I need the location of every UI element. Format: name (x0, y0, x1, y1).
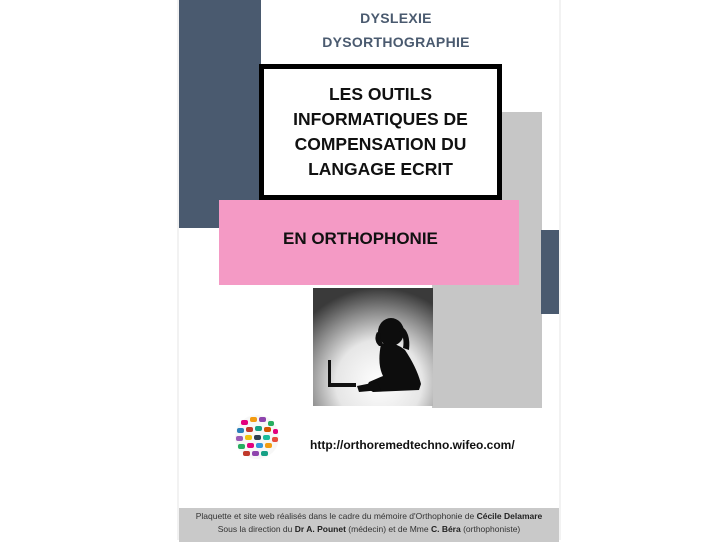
child-laptop-photo (313, 288, 433, 406)
footer-line-2 (179, 523, 559, 536)
child-with-laptop-silhouette-icon (313, 288, 433, 406)
footer-line-2-text-c: (orthophoniste) (460, 524, 521, 534)
subtitle-line-1: DYSLEXIE (360, 10, 432, 26)
navy-decor-block-right (541, 230, 559, 314)
author-name: Cécile Delamare (476, 511, 543, 521)
title-box (259, 64, 502, 200)
footer-line-2-text-a: Sous la direction du (217, 524, 295, 534)
footer-credits (179, 508, 559, 542)
main-title: LES OUTILS INFORMATIQUES DE COMPENSATION DU LANGAGE ECRIT (293, 84, 468, 179)
footer-line-2-text-b: (médecin) et de Mme (345, 524, 431, 534)
director-name-2: C. Béra (430, 524, 461, 534)
footer-line-1 (179, 510, 559, 523)
band-label: EN ORTHOPHONIE (283, 229, 438, 248)
director-name-1: Dr A. Pounet (294, 524, 346, 534)
subtitle (263, 6, 529, 54)
navy-decor-block-left (179, 0, 261, 228)
website-url[interactable]: http://orthoremedtechno.wifeo.com/ (310, 438, 515, 452)
speech-bubbles-logo-icon (233, 412, 281, 462)
subtitle-line-2: DYSORTHOGRAPHIE (322, 34, 470, 50)
footer-line-1-text: Plaquette et site web réalisés dans le cadre du mémoire d'Orthophonie de (195, 511, 477, 521)
